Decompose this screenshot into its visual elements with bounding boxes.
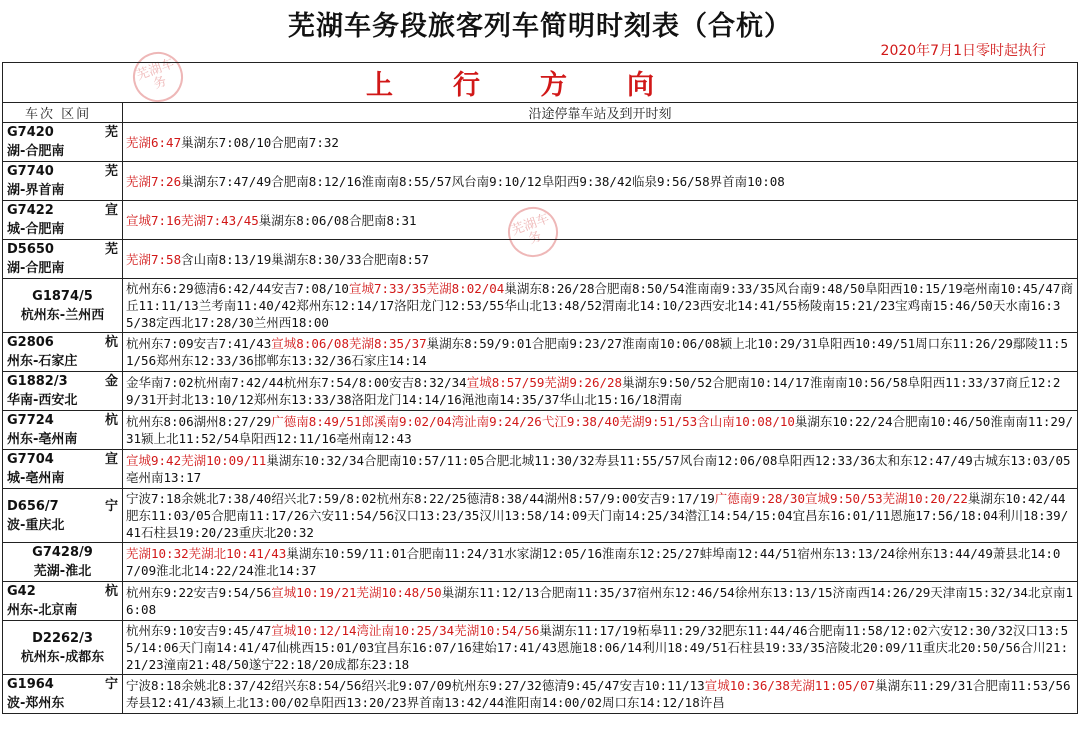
train-route: 城-亳州南 [7,471,65,486]
local-stop-segment: 宣城8:57/59芜湖9:26/28 [466,375,623,390]
train-route: 州东-亳州南 [7,432,78,447]
column-header-row [3,103,1078,123]
stop-segment: 巢湖东10:22/24合肥南10:46/50淮南南11:29/31颍上北11:52/54阜阳西12:11/16亳州南12:43 [126,414,1073,446]
train-number: G42 [7,584,36,599]
train-row [3,582,1078,621]
train-route: 杭州东-兰州西 [20,307,105,323]
stop-segment: 巢湖东8:06/08合肥南8:31 [258,212,417,228]
stops-cell [123,411,1078,450]
header-train-route: 车次 区间 [3,103,123,123]
train-number: D656/7 [7,498,59,514]
stop-segment: 杭州东7:09安吉7:41/43 [126,336,272,351]
train-number: G2806 [7,335,54,350]
route-head: 宁 [104,677,118,692]
train-row [3,411,1078,450]
train-cell [3,543,123,582]
train-row [3,621,1078,675]
train-cell [3,372,123,411]
train-number: G1874/5 [32,288,93,304]
train-route: 湖-合肥南 [7,261,65,276]
train-cell [3,489,123,543]
stops-cell [123,201,1078,240]
train-cell [3,411,123,450]
route-head: 宣 [104,452,118,467]
stop-segment: 含山南8:13/19巢湖东8:30/33合肥南8:57 [181,251,430,267]
route-head: 芜 [104,125,118,140]
stop-segment: 巢湖东8:59/9:01合肥南9:23/27淮南南10:06/08颍上北10:29/31阜阳西10:49/51周口东11:26/29鄢陵11:51/56郑州东12:33/36邯郸东13:32/36石家庄14:14 [126,336,1068,368]
stop-segment: 杭州东6:29德清6:42/44安吉7:08/10 [126,281,349,296]
train-cell [3,279,123,333]
train-number: G7428/9 [32,545,93,560]
route-head: 杭 [104,413,118,428]
train-route: 城-合肥南 [7,222,65,237]
train-route: 湖-界首南 [7,183,65,198]
train-number: G7704 [7,452,54,467]
local-stop-segment: 宣城7:33/35芜湖8:02/04 [348,281,505,296]
local-stop-segment: 芜湖6:47 [126,134,182,150]
train-route: 州东-北京南 [7,603,78,618]
stops-cell [123,372,1078,411]
local-stop-segment: 芜湖10:32芜湖北10:41/43 [126,546,287,561]
stops-cell [123,621,1078,675]
train-number: G7740 [7,164,54,179]
stop-segment: 巢湖东10:42/44肥东11:03/05合肥南11:17/26六安11:54/56汉口13:23/35汉川13:58/14:09天门南14:25/34潜江14:54/15:04宜昌东16:01/11恩施17:56/18:04利川18:39/41石柱县19:20/23重庆北20:32 [126,491,1069,540]
stop-segment: 杭州东9:22安吉9:54/56 [126,585,272,600]
train-route: 波-重庆北 [7,517,65,533]
train-cell [3,162,123,201]
route-head: 宁 [104,498,118,514]
train-route: 杭州东-成都东 [20,649,105,665]
stops-cell [123,450,1078,489]
stops-cell [123,240,1078,279]
local-stop-segment: 宣城10:12/14湾沚南10:25/34芜湖10:54/56 [271,623,540,638]
train-row [3,450,1078,489]
train-row [3,279,1078,333]
train-cell [3,450,123,489]
local-stop-segment: 广德南8:49/51郎溪南9:02/04湾沚南9:24/26弋江9:38/40芜湖9:51/53含山南10:08/10 [271,414,795,429]
local-stop-segment: 宣城8:06/08芜湖8:35/37 [271,336,427,351]
stops-cell [123,582,1078,621]
header-stops: 沿途停靠车站及到开时刻 [123,103,1078,123]
train-row [3,372,1078,411]
train-number: G1882/3 [7,374,68,389]
local-stop-segment: 广德南9:28/30宣城9:50/53芜湖10:20/22 [714,491,968,506]
stops-cell [123,543,1078,582]
stop-segment: 巢湖东7:08/10合肥南7:32 [181,134,339,150]
train-row [3,123,1078,162]
local-stop-segment: 宣城10:36/38芜湖11:05/07 [704,678,876,693]
local-stop-segment: 宣城9:42芜湖10:09/11 [126,453,267,468]
train-cell [3,621,123,675]
stops-cell [123,675,1078,714]
stop-segment: 巢湖东8:26/28合肥南8:50/54淮南南9:33/35风台南9:48/50阜阳西10:15/19亳州南10:45/47商丘11:11/13兰考南11:40/42郑州东12:14/17洛阳龙门12:53/55华山北13:48/52渭南北14:10/23西安北14:41/55杨陵南15:21/23宝鸡南15:46/50天水南16:35/38定西北17:28/30兰州西18:00 [126,281,1073,330]
train-cell [3,582,123,621]
stop-segment: 巢湖东7:47/49合肥南8:12/16淮南南8:55/57风台南9:10/12阜阳西9:38/42临泉9:56/58界首南10:08 [181,173,785,189]
route-head: 芜 [104,164,118,179]
train-cell [3,333,123,372]
local-stop-segment: 宣城7:16芜湖7:43/45 [126,212,259,228]
train-cell [3,201,123,240]
train-route: 州东-石家庄 [7,354,78,369]
route-head: 杭 [104,584,118,599]
train-cell [3,123,123,162]
train-route: 湖-合肥南 [7,144,65,159]
train-row [3,162,1078,201]
stop-segment: 杭州东8:06湖州8:27/29 [126,414,272,429]
local-stop-segment: 宣城10:19/21芜湖10:48/50 [271,585,442,600]
train-row [3,675,1078,714]
stop-segment: 宁波8:18余姚北8:37/42绍兴东8:54/56绍兴北9:07/09杭州东9:27/32德清9:45/47安吉10:11/13 [126,678,705,693]
train-number: D2262/3 [32,630,93,646]
train-row [3,240,1078,279]
train-number: G1964 [7,677,54,692]
local-stop-segment: 芜湖7:58 [126,251,182,267]
train-row [3,543,1078,582]
page-title: 芜湖车务段旅客列车简明时刻表（合杭） [288,11,792,42]
train-cell [3,675,123,714]
watermark-stamp-text: 芜湖车务 [509,210,552,248]
stop-segment: 巢湖东11:29/31合肥南11:53/56寿县12:41/43颍上北13:00/02阜阳西13:20/23界首南13:42/44淮阳南14:00/02周口东14:12/18许昌 [126,678,1071,710]
train-number: D5650 [7,242,54,257]
stop-segment: 巢湖东10:59/11:01合肥南11:24/31水家湖12:05/16淮南东12:25/27蚌埠南12:44/51宿州东13:13/24徐州东13:44/49萧县北14:07/09淮北北14:22/24淮北14:37 [126,546,1061,578]
stops-cell [123,333,1078,372]
train-number: G7422 [7,203,54,218]
train-row [3,333,1078,372]
route-head: 宣 [104,203,118,218]
stop-segment: 金华南7:02杭州南7:42/44杭州东7:54/8:00安吉8:32/34 [126,375,467,390]
train-number: G7724 [7,413,54,428]
train-route: 波-郑州东 [7,696,65,711]
route-head: 杭 [104,335,118,350]
stop-segment: 巢湖东11:12/13合肥南11:35/37宿州东12:46/54徐州东13:13/15济南西14:26/29天津南15:32/34北京南16:08 [126,585,1073,617]
train-row [3,489,1078,543]
timetable [2,62,1078,714]
direction-heading: 上行方向 [3,63,1078,103]
stops-cell [123,279,1078,333]
train-number: G7420 [7,125,54,140]
stops-cell [123,162,1078,201]
train-row [3,201,1078,240]
stop-segment: 巢湖东10:32/34合肥南10:57/11:05合肥北城11:30/32寿县11:55/57风台南12:06/08阜阳西12:33/36太和东12:47/49古城东13:03/05亳州南13:17 [126,453,1071,485]
local-stop-segment: 芜湖7:26 [126,173,182,189]
train-cell [3,240,123,279]
effective-date: 2020年7月1日零时起执行 [880,43,1046,59]
route-head: 金 [104,374,118,389]
train-route: 华南-西安北 [7,393,78,408]
stop-segment: 宁波7:18余姚北7:38/40绍兴北7:59/8:02杭州东8:22/25德清8:38/44湖州8:57/9:00安吉9:17/19 [126,491,715,506]
watermark-stamp-text: 芜湖车务 [134,55,177,93]
stops-cell [123,489,1078,543]
stop-segment: 杭州东9:10安吉9:45/47 [126,623,272,638]
route-head: 芜 [104,242,118,257]
stop-segment: 巢湖东11:17/19柘皋11:29/32肥东11:44/46合肥南11:58/12:02六安12:30/32汉口13:55/14:06天门南14:41/47仙桃西15:01/03宜昌东16:07/16建始17:41/43恩施18:06/14利川18:49/51石柱县19:33/35涪陵北20:09/11重庆北20:50/56合川21:21/23潼南21:48/50遂宁22:18/20成都东23:18 [126,623,1069,672]
train-route: 芜湖-淮北 [33,564,92,579]
stops-cell [123,123,1078,162]
stop-segment: 巢湖东9:50/52合肥南10:14/17淮南南10:56/58阜阳西11:33/37商丘12:29/31开封北13:10/12郑州东13:33/38洛阳龙门14:14/16渑池南14:35/37华山北15:16/18渭南 [126,375,1061,407]
